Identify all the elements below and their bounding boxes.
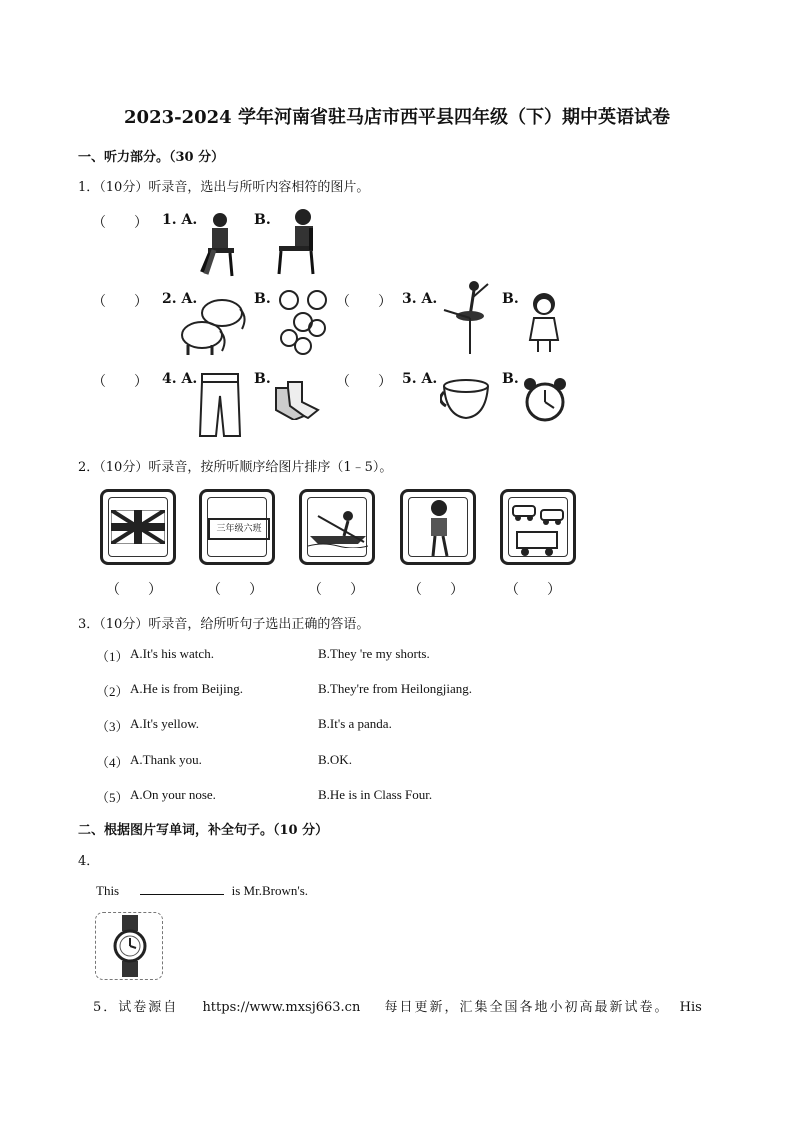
q3-row-number: （4） (96, 755, 129, 770)
class-sign-label: 三年级六班 (208, 518, 270, 540)
q3-option-a: A.On your nose. (130, 787, 216, 802)
watch-icon (110, 915, 150, 977)
girl-standing-picture (421, 498, 457, 560)
q3-option-b: B.He is in Class Four. (318, 787, 433, 802)
q1-item5-label: 5. A. (402, 371, 438, 387)
q3-option-b: B.It's a panda. (318, 716, 392, 731)
q4-number: 4． (78, 854, 100, 869)
q1-item1-b-label: B. (254, 212, 271, 228)
q1-item3-b-label: B. (502, 291, 519, 307)
picture-frame-toy-cars (500, 489, 576, 565)
q2-stem: 2．（10分）听录音，按所听顺序给图片排序（1﹣5）。 (78, 460, 393, 475)
uk-flag-icon (111, 510, 165, 544)
ballet-dancer-picture (440, 280, 492, 356)
dogs-picture (275, 288, 333, 356)
toy-cars-picture (511, 500, 567, 558)
q3-row-number: （5） (96, 790, 129, 805)
q1-item5-b-label: B. (502, 371, 519, 387)
q3-option-b: B.They 're my shorts. (318, 646, 430, 661)
answer-paren: （ ） (106, 582, 162, 598)
seated-boy-picture (198, 210, 242, 278)
q3-option-b: B.They're from Heilongjiang. (318, 681, 472, 696)
q5-line (93, 996, 702, 1015)
elephants-picture (178, 295, 248, 357)
q4-prefix: This (96, 883, 120, 898)
picture-frame-rowing (299, 489, 375, 565)
q3-option-a: A.It's yellow. (130, 716, 200, 731)
q1-item2-b-label: B. (254, 291, 271, 307)
answer-paren: （ ） (92, 215, 148, 231)
alarm-clock-picture (522, 376, 568, 424)
answer-paren: （ ） (505, 582, 561, 598)
girl-picture (524, 290, 568, 356)
q3-option-a: A.He is from Beijing. (130, 681, 244, 696)
boy-beside-chair-picture (275, 206, 323, 276)
watch-picture-frame (95, 912, 163, 980)
answer-paren: （ ） (207, 582, 263, 598)
q4-sentence (96, 882, 308, 899)
q4-suffix: is Mr.Brown's. (231, 883, 309, 898)
q3-option-b: B.OK. (318, 752, 352, 767)
q1-stem: 1．（10分）听录音，选出与所听内容相符的图片。 (78, 180, 370, 195)
q1-item3-label: 3. A. (402, 291, 438, 307)
trousers-picture (198, 372, 242, 438)
page-title: 2023-2024 学年河南省驻马店市西平县四年级（下）期中英语试卷 (124, 107, 670, 128)
answer-paren: （ ） (408, 582, 464, 598)
q5-text-end: His (679, 1000, 702, 1015)
q5-text-update: 每日更新，汇集全国各地小初高最新试卷。 (384, 1000, 670, 1015)
q3-stem: 3．（10分）听录音，给所听句子选出正确的答语。 (78, 617, 370, 632)
answer-paren: （ ） (92, 294, 148, 310)
socks-picture (268, 380, 324, 420)
q4-answer-blank[interactable] (140, 882, 224, 895)
q3-row-number: （1） (96, 649, 129, 664)
section1-heading: 一、听力部分。（30 分） (78, 150, 225, 165)
answer-paren: （ ） (92, 374, 148, 390)
q1-item1-label: 1. A. (162, 212, 198, 228)
q1-item4-b-label: B. (254, 371, 271, 387)
picture-frame-girl (400, 489, 476, 565)
q3-option-a: A.Thank you. (130, 752, 202, 767)
answer-paren: （ ） (336, 294, 392, 310)
q3-row-number: （3） (96, 719, 129, 734)
q3-option-a: A.It's his watch. (130, 646, 214, 661)
cup-picture (440, 378, 496, 422)
q1-item4-label: 4. A. (162, 371, 198, 387)
section2-heading: 二、根据图片写单词，补全句子。（10 分） (78, 823, 329, 838)
q5-url-link[interactable]: https://www.mxsj663.cn (202, 1000, 361, 1015)
answer-paren: （ ） (308, 582, 364, 598)
answer-paren: （ ） (336, 374, 392, 390)
q5-number: 5． (93, 1000, 119, 1015)
q3-row-number: （2） (96, 684, 129, 699)
picture-frame-class-sign (199, 489, 275, 565)
q1-item2-label: 2. A. (162, 291, 198, 307)
q5-text-source: 试卷源自 (118, 1000, 179, 1015)
rowing-boat-picture (308, 506, 368, 548)
picture-frame-flag (100, 489, 176, 565)
